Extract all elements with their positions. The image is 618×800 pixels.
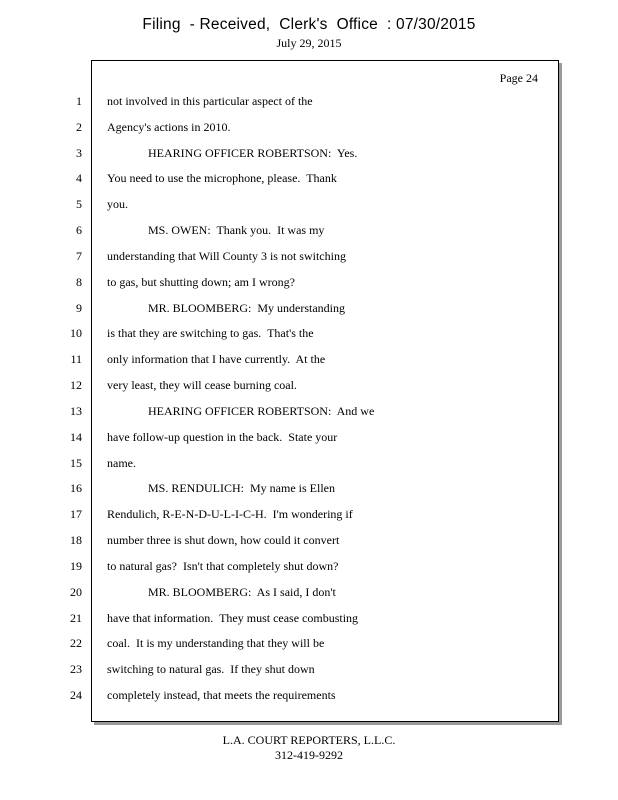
line-text: only information that I have currently. At the xyxy=(107,352,326,367)
transcript-line xyxy=(0,527,618,553)
transcript-line xyxy=(0,656,618,682)
line-text: name. xyxy=(107,455,136,470)
line-number: 8 xyxy=(76,274,82,289)
transcript-line xyxy=(0,88,618,114)
line-text: to natural gas? Isn't that completely shut down? xyxy=(107,558,339,573)
line-number: 7 xyxy=(76,248,82,263)
transcript-line xyxy=(0,372,618,398)
line-text: MR. BLOOMBERG: As I said, I don't xyxy=(148,584,336,599)
transcript-line xyxy=(0,475,618,501)
line-number: 16 xyxy=(70,481,82,496)
line-number: 15 xyxy=(70,455,82,470)
line-number: 24 xyxy=(70,688,82,703)
transcript-line xyxy=(0,269,618,295)
line-number: 1 xyxy=(76,94,82,108)
transcript-line xyxy=(0,424,618,450)
transcript-line xyxy=(0,114,618,140)
filing-received-stamp: Filing - Received, Clerk's Office : 07/30/2015 xyxy=(142,16,476,33)
transcript-line xyxy=(0,605,618,631)
line-number: 12 xyxy=(70,378,82,393)
line-number: 17 xyxy=(70,507,82,522)
line-text: have follow-up question in the back. State your xyxy=(107,429,338,444)
transcript-line xyxy=(0,191,618,217)
line-number: 11 xyxy=(70,352,82,367)
line-text: MS. RENDULICH: My name is Ellen xyxy=(148,481,335,496)
transcript-line xyxy=(0,165,618,191)
transcript-line xyxy=(0,553,618,579)
line-number: 18 xyxy=(70,533,82,548)
line-number: 14 xyxy=(70,429,82,444)
line-text: MR. BLOOMBERG: My understanding xyxy=(148,300,346,315)
line-number: 23 xyxy=(70,662,82,677)
line-text: understanding that Will County 3 is not switching xyxy=(107,248,346,263)
line-number: 21 xyxy=(70,610,82,625)
transcript-line xyxy=(0,243,618,269)
transcript-line xyxy=(0,346,618,372)
line-text: to gas, but shutting down; am I wrong? xyxy=(107,274,295,289)
transcript-line xyxy=(0,295,618,321)
line-text: coal. It is my understanding that they will be xyxy=(107,636,325,651)
transcript-line xyxy=(0,398,618,424)
page-number: Page 24 xyxy=(499,71,538,85)
transcript-line xyxy=(0,320,618,346)
line-number: 6 xyxy=(76,223,82,238)
line-number: 5 xyxy=(76,197,82,212)
line-number: 9 xyxy=(76,300,82,315)
line-text: HEARING OFFICER ROBERTSON: And we xyxy=(148,403,375,418)
transcript-line xyxy=(0,140,618,166)
line-text: is that they are switching to gas. That's the xyxy=(107,326,314,341)
transcript-line xyxy=(0,579,618,605)
transcript-line xyxy=(0,501,618,527)
line-number: 2 xyxy=(76,119,82,134)
line-text: Agency's actions in 2010. xyxy=(107,119,231,134)
line-number: 3 xyxy=(76,145,82,160)
line-text: have that information. They must cease combusting xyxy=(107,610,359,625)
line-text: You need to use the microphone, please. Thank xyxy=(107,171,337,186)
line-number: 10 xyxy=(70,326,82,341)
transcript-line xyxy=(0,682,618,708)
line-text: you. xyxy=(107,197,128,212)
line-number: 13 xyxy=(70,403,82,418)
line-text: not involved in this particular aspect of the xyxy=(107,94,313,108)
line-text: Rendulich, R-E-N-D-U-L-I-C-H. I'm wondering if xyxy=(107,507,353,522)
line-text: HEARING OFFICER ROBERTSON: Yes. xyxy=(148,145,358,160)
line-number: 4 xyxy=(76,171,82,186)
line-text: switching to natural gas. If they shut down xyxy=(107,662,315,677)
line-text: very least, they will cease burning coal. xyxy=(107,378,297,393)
line-text: number three is shut down, how could it convert xyxy=(107,533,340,548)
line-number: 20 xyxy=(70,584,82,599)
transcript-date: July 29, 2015 xyxy=(276,36,342,50)
line-number: 22 xyxy=(70,636,82,651)
line-text: MS. OWEN: Thank you. It was my xyxy=(148,223,325,238)
transcript-line xyxy=(0,450,618,476)
court-reporter-phone: 312-419-9292 xyxy=(275,748,343,762)
court-reporter-firm: L.A. COURT REPORTERS, L.L.C. xyxy=(222,733,396,747)
transcript-line xyxy=(0,217,618,243)
transcript-line xyxy=(0,630,618,656)
line-text: completely instead, that meets the requirements xyxy=(107,688,336,703)
line-number: 19 xyxy=(70,558,82,573)
